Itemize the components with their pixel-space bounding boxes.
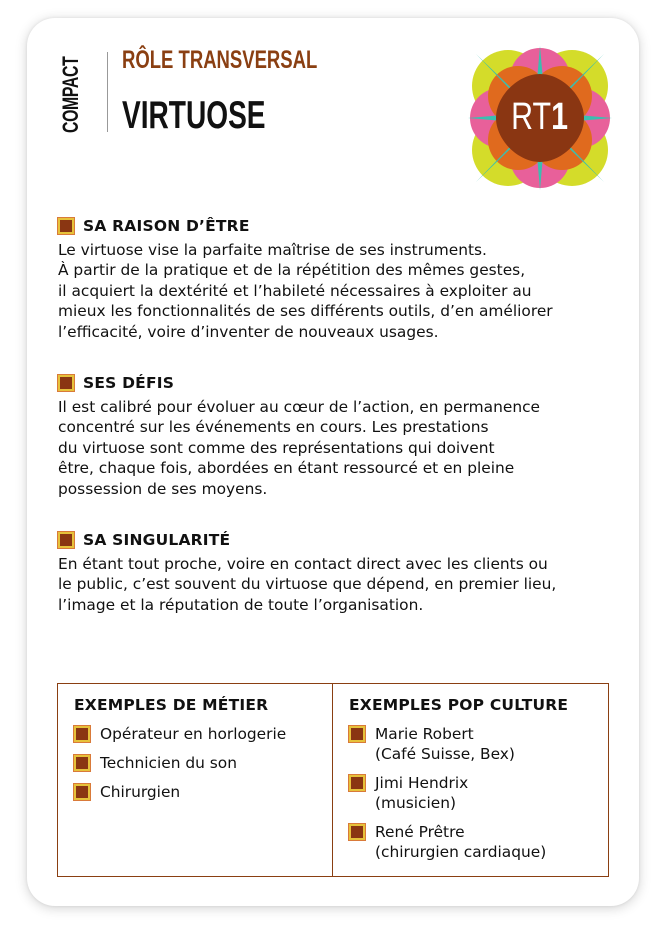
- role-code-prefix: RT: [511, 96, 552, 138]
- list-bullet-icon: [74, 784, 90, 800]
- section-body: Il est calibré pour évoluer au cœur de l’action, en permanence concentré sur les événements en cours. Les prestations du virtuose sont comme des représentations qui doivent être, chaque fois, abordées en étant ressourcé et en pleine possession de ses moyens.: [58, 398, 541, 498]
- list-bullet-icon: [349, 775, 365, 791]
- role-category: RÔLE TRANSVERSAL: [122, 46, 318, 74]
- section-body: Le virtuose vise la parfaite maîtrise de ses instruments. À partir de la pratique et de la répétition des mêmes gestes, il acquiert la dextérité et l’habileté nécessaires à exploiter au mieux les fonctionnalités de ses différents outils, d’en améliorer l’efficacité, voire d’inventer de nouveaux usages.: [58, 241, 553, 341]
- list-bullet-icon: [349, 824, 365, 840]
- list-bullet-icon: [74, 755, 90, 771]
- section-bullet-icon: [58, 218, 74, 234]
- role-code: [466, 96, 614, 139]
- section-raison-detre: [58, 217, 618, 342]
- header-divider: [107, 52, 108, 132]
- section-bullet-icon: [58, 375, 74, 391]
- section-body: En étant tout proche, voire en contact direct avec les clients ou le public, c’est souvent du virtuose que dépend, en premier lieu, l’image et la réputation de toute l’organisation.: [58, 555, 557, 614]
- section-defis: [58, 374, 618, 499]
- list-bullet-icon: [349, 726, 365, 742]
- list-item: Technicien du son: [74, 753, 332, 773]
- list-item: Opérateur en horlogerie: [74, 724, 332, 744]
- role-code-number: 1: [551, 96, 569, 138]
- list-item: Jimi Hendrix (musicien): [349, 773, 608, 813]
- examples-pop-title: EXEMPLES POP CULTURE: [349, 696, 569, 714]
- list-item: Chirurgien: [74, 782, 332, 802]
- examples-jobs: [58, 684, 333, 876]
- list-item: René Prêtre (chirurgien cardiaque): [349, 822, 608, 862]
- examples-box: [57, 683, 609, 877]
- section-bullet-icon: [58, 532, 74, 548]
- section-singularite: [58, 531, 618, 615]
- list-bullet-icon: [74, 726, 90, 742]
- examples-pop-culture: [333, 684, 608, 876]
- section-title: SA SINGULARITÉ: [83, 531, 231, 549]
- examples-jobs-title: EXEMPLES DE MÉTIER: [74, 696, 269, 714]
- list-item: Marie Robert (Café Suisse, Bex): [349, 724, 608, 764]
- format-label: COMPACT: [58, 56, 83, 133]
- role-title: VIRTUOSE: [122, 94, 266, 137]
- section-title: SA RAISON D’ÊTRE: [83, 217, 250, 235]
- section-title: SES DÉFIS: [83, 374, 175, 392]
